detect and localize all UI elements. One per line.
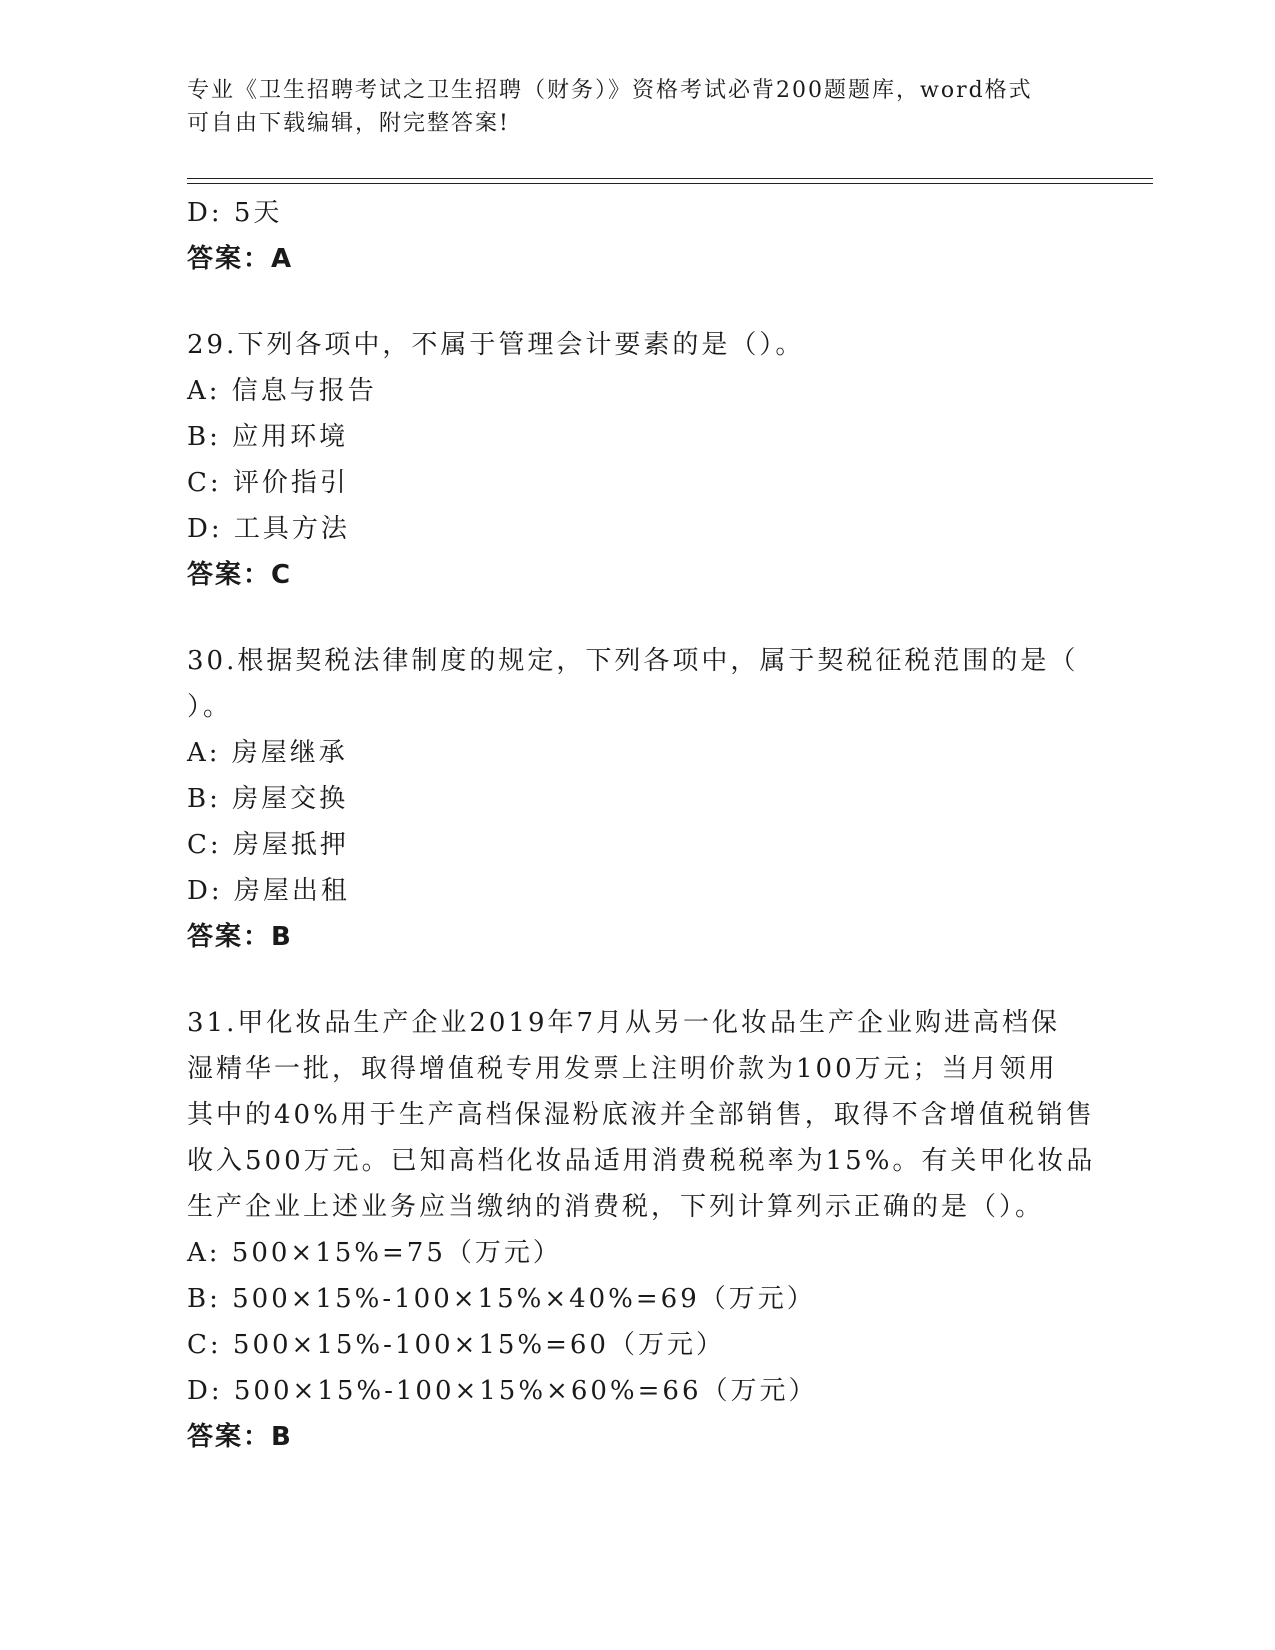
question-stem-line-2: ）。 (187, 692, 233, 722)
option-a: A: 500×15%=75（万元） (187, 1238, 562, 1268)
question-31 (187, 1000, 1096, 1460)
header-line-2: 可自由下载编辑，附完整答案! (187, 111, 510, 136)
option-d: D: 5天 (187, 198, 283, 228)
question-30 (187, 638, 1087, 960)
question-stem-line-3: 其中的40%用于生产高档保湿粉底液并全部销售，取得不含增值税销售 (187, 1100, 1095, 1130)
answer-line: 答案：B (187, 1422, 293, 1452)
option-d: D: 工具方法 (187, 514, 350, 544)
question-stem-line-4: 收入500万元。已知高档化妆品适用消费税税率为15%。有关甲化妆品 (187, 1146, 1096, 1176)
option-d: D: 房屋出租 (187, 876, 350, 906)
spacer (187, 598, 1087, 638)
question-stem-line-5: 生产企业上述业务应当缴纳的消费税，下列计算列示正确的是（）。 (187, 1192, 1045, 1222)
document-header (187, 74, 1067, 140)
question-stem: 29.下列各项中，不属于管理会计要素的是（）。 (187, 330, 805, 360)
option-b: B: 应用环境 (187, 422, 349, 452)
option-c: C: 评价指引 (187, 468, 349, 498)
option-a: A: 信息与报告 (187, 376, 377, 406)
question-stem-line-1: 30.根据契税法律制度的规定，下列各项中，属于契税征税范围的是（ (187, 646, 1079, 676)
previous-question-tail (187, 190, 1087, 282)
question-list (187, 190, 1096, 1460)
header-divider-bottom (187, 183, 1153, 184)
question-stem-line-2: 湿精华一批，取得增值税专用发票上注明价款为100万元；当月领用 (187, 1054, 1058, 1084)
answer-line: 答案：C (187, 560, 293, 590)
spacer (187, 960, 1087, 1000)
spacer (187, 282, 1087, 322)
question-29 (187, 322, 1087, 598)
option-b: B: 500×15%-100×15%×40%=69（万元） (187, 1284, 816, 1314)
question-stem-line-1: 31.甲化妆品生产企业2019年7月从另一化妆品生产企业购进高档保 (187, 1008, 1061, 1038)
header-divider-top (187, 178, 1153, 179)
option-d: D: 500×15%-100×15%×60%=66（万元） (187, 1376, 818, 1406)
option-a: A: 房屋继承 (187, 738, 348, 768)
answer-line: 答案：B (187, 922, 293, 952)
header-line-1: 专业《卫生招聘考试之卫生招聘（财务）》资格考试必背200题题库，word格式 (187, 78, 1033, 103)
answer-line: 答案：A (187, 244, 294, 274)
option-c: C: 500×15%-100×15%=60（万元） (187, 1330, 725, 1360)
option-b: B: 房屋交换 (187, 784, 349, 814)
option-c: C: 房屋抵押 (187, 830, 349, 860)
